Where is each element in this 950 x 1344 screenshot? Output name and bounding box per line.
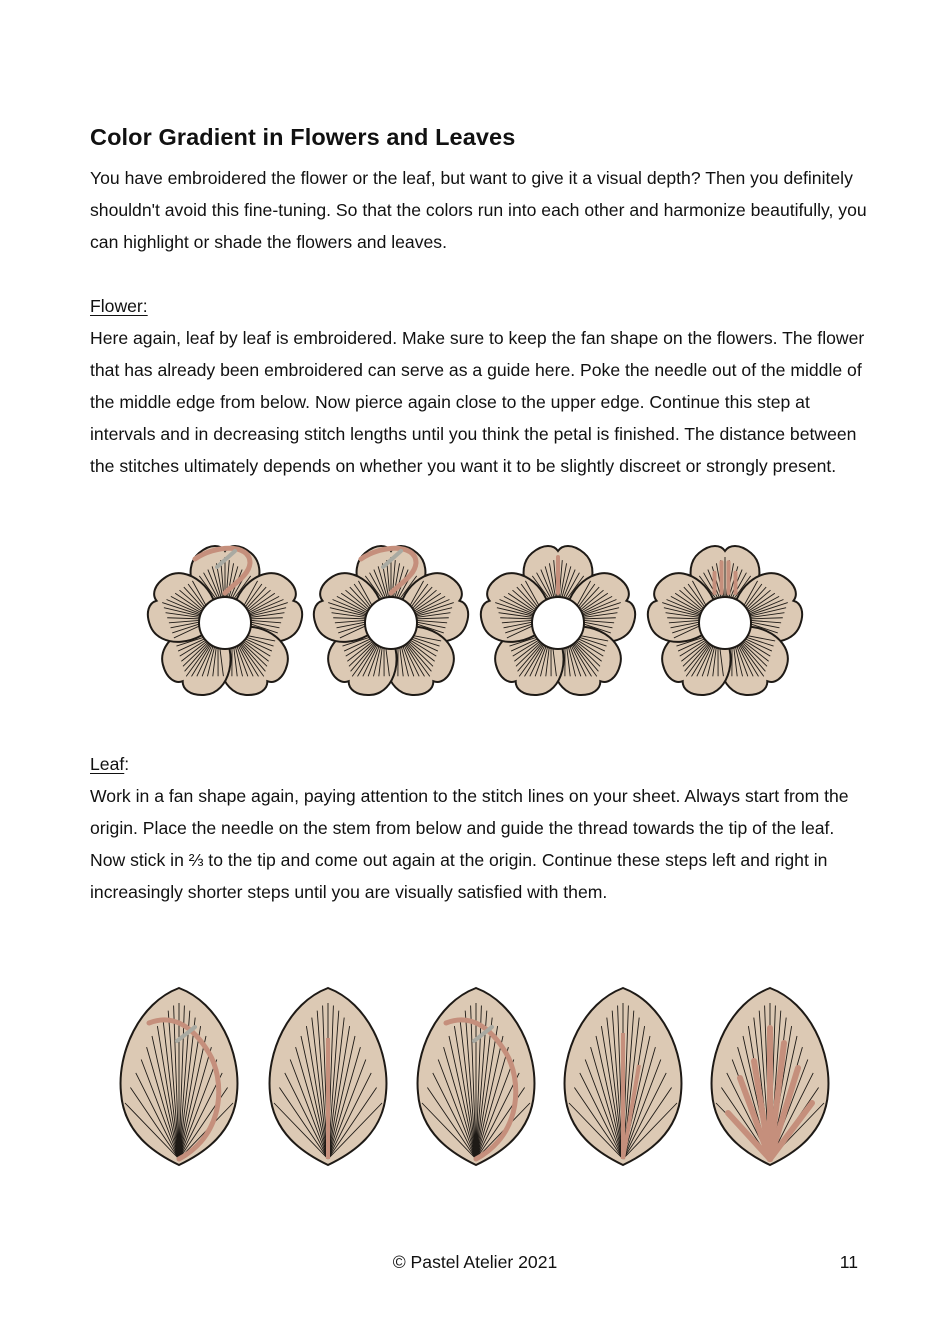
leaf-step-1 [121, 988, 238, 1165]
leaf-steps-illustration [118, 983, 833, 1173]
leaf-paragraph: Work in a fan shape again, paying attention to the stitch lines on your sheet. Always start from the origin. Place the needle on the stem from below and guide the thread towards the tip of the leaf. Now stick in ⅔ to the tip and come out again at the origin. Continue these steps left and right in increasingly shorter steps until you are visually satisfied with them. [90, 786, 849, 902]
flower-center [199, 597, 251, 649]
intro-paragraph: You have embroidered the flower or the leaf, but want to give it a visual depth? Then you definitely shouldn't avoid this fine-tuning. So that the colors run into each other and harmonize beautifully, you can highlight or shade the flowers and leaves. [90, 168, 867, 252]
leaf-label-colon: : [124, 754, 130, 774]
flower-step-1 [145, 546, 309, 702]
flower-center [365, 597, 417, 649]
leaf-step-5 [712, 988, 829, 1165]
flower-center [532, 597, 584, 649]
flower-subheading [90, 290, 148, 322]
leaf-step-2 [270, 988, 387, 1165]
flower-paragraph: Here again, leaf by leaf is embroidered. Make sure to keep the fan shape on the flowers. The flower that has already been embroidered can serve as a guide here. Poke the needle out of the middle of the middle edge from below. Now pierce again close to the upper edge. Continue this step at intervals and in decreasing stitch lengths until you think the petal is finished. The distance between the stitches ultimately depends on whether you want it to be slightly discreet or strongly present. [90, 328, 865, 476]
flower-step-4 [641, 546, 805, 702]
leaf-step-3 [418, 988, 535, 1165]
footer-copyright: © Pastel Atelier 2021 [392, 1252, 558, 1272]
flower-step-3 [474, 546, 642, 702]
leaf-step-4 [565, 988, 682, 1165]
flower-step-2 [307, 546, 475, 702]
page-number: 11 [839, 1252, 858, 1272]
section-heading: Color Gradient in Flowers and Leaves [90, 124, 516, 150]
leaf-subheading [90, 748, 129, 780]
flower-label: Flower: [90, 296, 148, 316]
flower-center [699, 597, 751, 649]
flower-steps-illustration [145, 540, 805, 702]
leaf-label: Leaf [90, 754, 125, 774]
